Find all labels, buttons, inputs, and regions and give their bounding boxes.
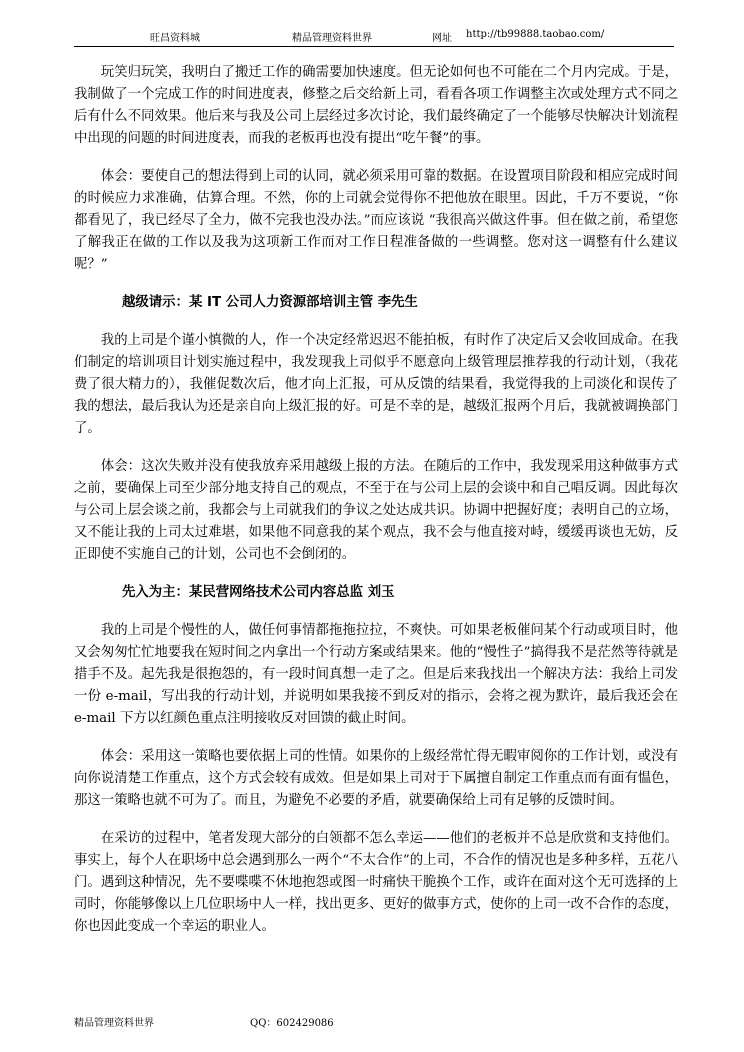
section-heading-preemptive: 先入为主：某民营网络技术公司内容总监 刘玉 bbox=[122, 585, 395, 600]
header-shop-name: 旺昌资料城 bbox=[150, 33, 200, 44]
footer-qq: QQ：602429086 bbox=[250, 1018, 334, 1029]
paragraph-insight-skip-level: 体会：这次失败并没有使我放弃采用越级上报的方法。在随后的工作中，我发现采用这种做事方式之前，要确保上司至少部分地支持自己的观点，不至于在与公司上层的会谈中和自己唱反调。因此每次与公司上层会谈之前，我都会与上司就我们的争议之处达成共识。协调中把握好度；表明自己的立场，又不能让我的上司太过难堪，如果他不同意我的某个观点，我不会与他直接对峙，缓缓再谈也无妨，反正即使不实施自己的计划，公司也不会倒闭的。 bbox=[74, 459, 678, 562]
document-body bbox=[74, 62, 678, 938]
paragraph-insight-data: 体会：要使自己的想法得到上司的认同，就必须采用可靠的数据。在设置项目阶段和相应完成时间的时候应力求准确，估算合理。不然，你的上司就会觉得你不把他放在眼里。因此，千万不要说，“你都看见了，我已经尽了全力，做不完我也没办法。”而应该说 “我很高兴做这件事。但在做之前，希望您了解我正在做的工作以及我为这项新工作而对工作日程准备做的一些调整。您对这一调整有什么建议呢？” bbox=[74, 169, 678, 272]
header-url-label: 网址 bbox=[432, 33, 452, 44]
paragraph-slow-boss: 我的上司是个慢性的人，做任何事情都拖拖拉拉，不爽快。可如果老板催问某个行动或项目时，他又会匆匆忙忙地要我在短时间之内拿出一个行动方案或结果来。他的“慢性子”搞得我不是茫然等待就是措手不及。起先我是很抱怨的，有一段时间真想一走了之。但是后来我找出一个解决方法：我给上司发一份 e-mail，写出我的行动计划，并说明如果我接不到反对的指示，会将之视为默许，最后我还会在 e-mail 下方以红颜色重点注明接收反对回馈的截止时间。 bbox=[74, 623, 678, 726]
page-header bbox=[74, 26, 674, 47]
header-url[interactable]: http://tb99888.taobao.com/ bbox=[466, 29, 605, 40]
paragraph-conclusion: 在采访的过程中，笔者发现大部分的白领都不怎么幸运——他们的老板并不总是欣赏和支持他们。事实上，每个人在职场中总会遇到那么一两个“不太合作”的上司，不合作的情况也是多种多样，五花八门。遇到这种情况，先不要喋喋不休地抱怨或图一时痛快干脆换个工作，或许在面对这个无可选择的上司时，你能够像以上几位职场中人一样，找出更多、更好的做事方式，使你的上司一改不合作的态度，你也因此变成一个幸运的职业人。 bbox=[74, 831, 678, 934]
paragraph-moving-schedule: 玩笑归玩笑，我明白了搬迁工作的确需要加快速度。但无论如何也不可能在二个月内完成。于是，我制做了一个完成工作的时间进度表，修整之后交给新上司，看看各项工作调整主次或处理方式不同之后有什么不同效果。他后来与我及公司上层经过多次讨论，我们最终确定了一个能够尽快解决计划流程中出现的问题的时间进度表，而我的老板再也没有提出“吃午餐”的事。 bbox=[74, 65, 678, 146]
footer-site-name: 精品管理资料世界 bbox=[74, 1018, 154, 1029]
header-site-name: 精品管理资料世界 bbox=[292, 33, 372, 44]
section-heading-skip-level: 越级请示：某 IT 公司人力资源部培训主管 李先生 bbox=[122, 295, 418, 310]
paragraph-insight-strategy: 体会：采用这一策略也要依据上司的性情。如果你的上级经常忙得无暇审阅你的工作计划，或没有向你说清楚工作重点，这个方式会较有成效。但是如果上司对于下属擅自制定工作重点而有面有愠色，那这一策略也就不可为了。而且，为避免不必要的矛盾，就要确保给上司有足够的反馈时间。 bbox=[74, 749, 678, 808]
page-footer bbox=[74, 1012, 674, 1030]
paragraph-cautious-boss: 我的上司是个谨小慎微的人，作一个决定经常迟迟不能拍板，有时作了决定后又会收回成命。在我们制定的培训项目计划实施过程中，我发现我上司似乎不愿意向上级管理层推荐我的行动计划，（我花费了很大精力的），我催促数次后，他才向上汇报，可从反馈的结果看，我觉得我的上司淡化和误传了我的想法，最后我认为还是亲自向上级汇报的好。可是不幸的是，越级汇报两个月后，我就被调换部门了。 bbox=[74, 333, 678, 436]
